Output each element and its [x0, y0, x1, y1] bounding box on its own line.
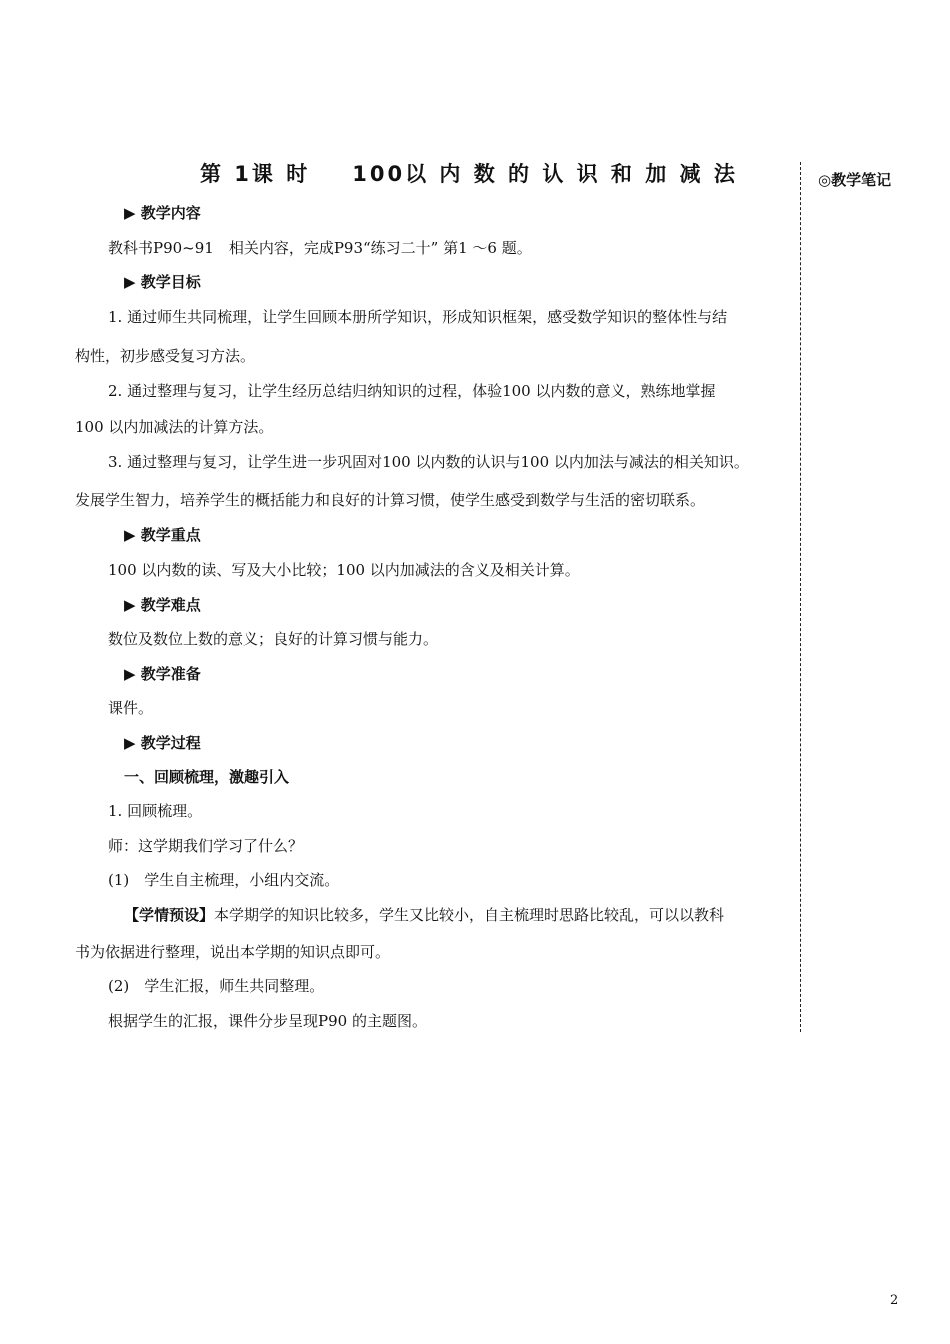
- goal-2-line-2: 100 以内加减法的计算方法。: [75, 418, 274, 436]
- goal-2-line-1: 2. 通过整理与复习，让学生经历总结归纳知识的过程，体验100 以内数的意义，熟练地掌握: [108, 382, 716, 400]
- lesson-title: [200, 158, 738, 188]
- key-points-heading: ▶ 教学重点: [124, 526, 201, 544]
- teaching-notes-label: ◎教学笔记: [818, 171, 892, 189]
- goal-3-line-1: 3. 通过整理与复习，让学生进一步巩固对100 以内数的认识与100 以内加法与减法的相关知识。: [108, 453, 749, 471]
- difficulties-text: 数位及数位上数的意义；良好的计算习惯与能力。: [108, 630, 439, 648]
- lesson-topic: 100以 内 数 的 认 识 和 加 减 法: [352, 162, 738, 186]
- preset-line-2: 书为依据进行整理，说出本学期的知识点即可。: [75, 943, 391, 961]
- process-heading: ▶ 教学过程: [124, 734, 201, 752]
- preset-text: 本学期学的知识比较多，学生又比较小，自主梳理时思路比较乱，可以以教科: [214, 906, 725, 924]
- goal-1-line-2: 构性，初步感受复习方法。: [75, 347, 256, 365]
- step-1: 1. 回顾梳理。: [108, 802, 203, 820]
- preparation-heading: ▶ 教学准备: [124, 665, 201, 683]
- lesson-number: 第 1课 时: [200, 162, 311, 186]
- goals-heading: ▶ 教学目标: [124, 273, 201, 291]
- notes-divider: [800, 162, 801, 1032]
- goal-1-line-1: 1. 通过师生共同梳理，让学生回顾本册所学知识，形成知识框架，感受数学知识的整体性与结: [108, 308, 728, 326]
- goal-3-line-2: 发展学生智力，培养学生的概括能力和良好的计算习惯，使学生感受到数学与生活的密切联系。: [75, 491, 706, 509]
- part-1-heading: 一、回顾梳理，激趣引入: [124, 768, 290, 786]
- page-number: 2: [890, 1293, 899, 1308]
- key-points-text: 100 以内数的读、写及大小比较；100 以内加减法的含义及相关计算。: [108, 561, 580, 579]
- sub-step-2: (2) 学生汇报，师生共同整理。: [108, 977, 325, 995]
- preset-tag: 【学情预设】: [124, 906, 215, 924]
- difficulties-heading: ▶ 教学难点: [124, 596, 201, 614]
- preparation-text: 课件。: [108, 699, 154, 717]
- preset-line-1: [124, 905, 724, 925]
- content-text: 教科书P90~91 相关内容，完成P93“练习二十” 第1 ～6 题。: [108, 239, 532, 257]
- teacher-question: 师：这学期我们学习了什么？: [108, 837, 304, 855]
- sub-step-1: (1) 学生自主梳理，小组内交流。: [108, 871, 340, 889]
- last-line: 根据学生的汇报，课件分步呈现P90 的主题图。: [108, 1012, 427, 1030]
- content-heading: ▶ 教学内容: [124, 204, 201, 222]
